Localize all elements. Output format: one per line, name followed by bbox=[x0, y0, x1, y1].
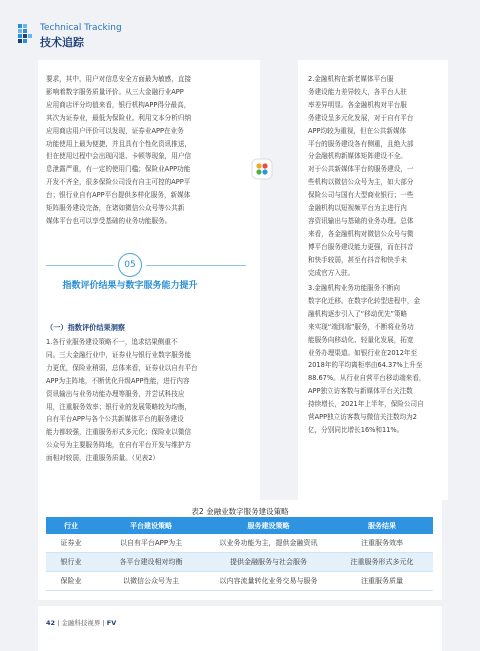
table-cell: 以自有平台APP为主 bbox=[96, 534, 206, 553]
app-icon bbox=[251, 158, 273, 180]
left-paragraph-1: 要求，其中，用户对信息安全方面最为敏感，直接 影响着数字服务质量评价。从三大金融行业APP 应用商店评分均值来看，银行机构APP得分最高， 其次为证券业，最低为保险业。利用文本分析归纳 应用商店用户评价可以发现，证券业APP在业务 功能使用上最为便捷，并且具有个性化资讯推送， 但在使用过程中会出现闪退、卡顿等现象，用户信 息泄露严重，有一定的使用门槛；保险业APP功能 开发不齐全，很多保险公司没有自主可控的APP平 台；银行业自有APP平台提供多样化服务，新媒体 矩阵服务建设完备，在诸如微信公众号等公共新 媒体平台也可以享受基础的业务功能服务。 bbox=[46, 75, 192, 225]
section-number: 05 bbox=[118, 253, 142, 277]
table-row bbox=[46, 572, 433, 591]
table-cell: 注重服务质量 bbox=[331, 572, 433, 591]
table-header-row bbox=[46, 517, 433, 534]
table-header-cell: 服务建设策略 bbox=[206, 517, 331, 534]
right-paragraph-2: 3.金融机构业务功能服务不断向 数字化迁移。在数字化转型进程中，金 融机构逐步引入了“移动优先”策略 来实现“端到端”服务，不断将业务功 能服务向移动化、轻量化发展，拓宽 业务办理渠道。如银行业在2012年至 2018年的平均离柜率由64.37%上升至 88.67%。从行业自营平台移动端来看， APP独立访客数与新媒体平台关注数 持续增长，2021年上半年，保险公司自 营APP独立访客数与微信关注数均为2 亿，分别同比增长16%和11%。 bbox=[308, 284, 426, 434]
section-divider-left bbox=[46, 265, 114, 266]
table-header-cell: 服务结果 bbox=[331, 517, 433, 534]
table-cell: 提供金融服务与社会服务 bbox=[206, 553, 331, 572]
table-row bbox=[46, 553, 433, 572]
subheading: （一）指数评价结果洞察 bbox=[46, 323, 126, 332]
table-cell: 以业务功能为主，提供金融资讯 bbox=[206, 534, 331, 553]
pixel-logo-icon bbox=[18, 24, 36, 46]
journal-name: 金融科技视界 bbox=[61, 619, 101, 627]
table-cell: 证券业 bbox=[46, 534, 96, 553]
table-header-cell: 平台建设策略 bbox=[96, 517, 206, 534]
section-divider-right bbox=[146, 265, 246, 266]
footer-panel bbox=[38, 606, 442, 651]
table-title: 表2 金融业数字服务建设策略 bbox=[191, 507, 289, 516]
table-cell: 注重服务效率 bbox=[331, 534, 433, 553]
table-cell: 保险业 bbox=[46, 572, 96, 591]
footer-separator: | bbox=[57, 619, 60, 627]
table-row bbox=[46, 534, 433, 553]
strategy-table bbox=[46, 517, 433, 591]
right-paragraph-1: 2.金融机构在新老媒体平台服 务建设能力差异较大，各平台人驻 率差异明显。各金融机构对平台服 务建设呈多元化发展，对于自有平台 APP均较为重视，但在公共新媒体 平台的服务建设各有侧重，且绝大部 分金融机构新媒体矩阵建设不全。 对于公共新媒体平台的服务建设，一 些机构以微信公众号为主，如大部分 保险公司与国有大型商业银行；一些 金融机构以短视频平台为主进行内 容资讯输出与基础的业务办理。总体 来看，各金融机构对微信公众号与微 博平台服务建设能力更强，而在抖音 和快手较弱，甚至有抖音和快手未 完成官方入驻。 bbox=[308, 75, 414, 277]
journal-tag: FV bbox=[106, 619, 117, 627]
header-chinese: 技术追踪 bbox=[40, 36, 84, 49]
left-paragraph-2: 1.各行业服务建设策略不一，追求结果侧重不 同。三大金融行业中，证券业与银行业数字服务能 力更优，保险业稍弱，总体来看，证券业以自有平台 APP为主阵地，不断优化升级APP性能，进行内容 资讯输出与业务功能办理等服务，并尝试科技应 用，注重服务效率；银行业的发展策略较为均衡， 自有平台APP与各个公共新媒体平台的服务建设 能力都较强，注重服务形式多元化；保险业以微信 公众号为主要服务阵地，在自有平台开发与维护方 面相对较弱，注重服务质量。（见表2） bbox=[46, 338, 198, 463]
page-number: 42 bbox=[46, 619, 56, 627]
table-cell: 以微信公众号为主 bbox=[96, 572, 206, 591]
table-cell: 以内容流量转化业务交易与服务 bbox=[206, 572, 331, 591]
page-footer bbox=[46, 618, 116, 627]
header-english: Technical Tracking bbox=[40, 23, 122, 33]
table-cell: 银行业 bbox=[46, 553, 96, 572]
table-header-cell: 行业 bbox=[46, 517, 96, 534]
footer-separator-2: | bbox=[102, 619, 105, 627]
table-cell: 各平台建设相对均衡 bbox=[96, 553, 206, 572]
section-title: 指数评价结果与数字服务能力提升 bbox=[62, 281, 198, 291]
table-cell: 注重服务形式多元化 bbox=[331, 553, 433, 572]
